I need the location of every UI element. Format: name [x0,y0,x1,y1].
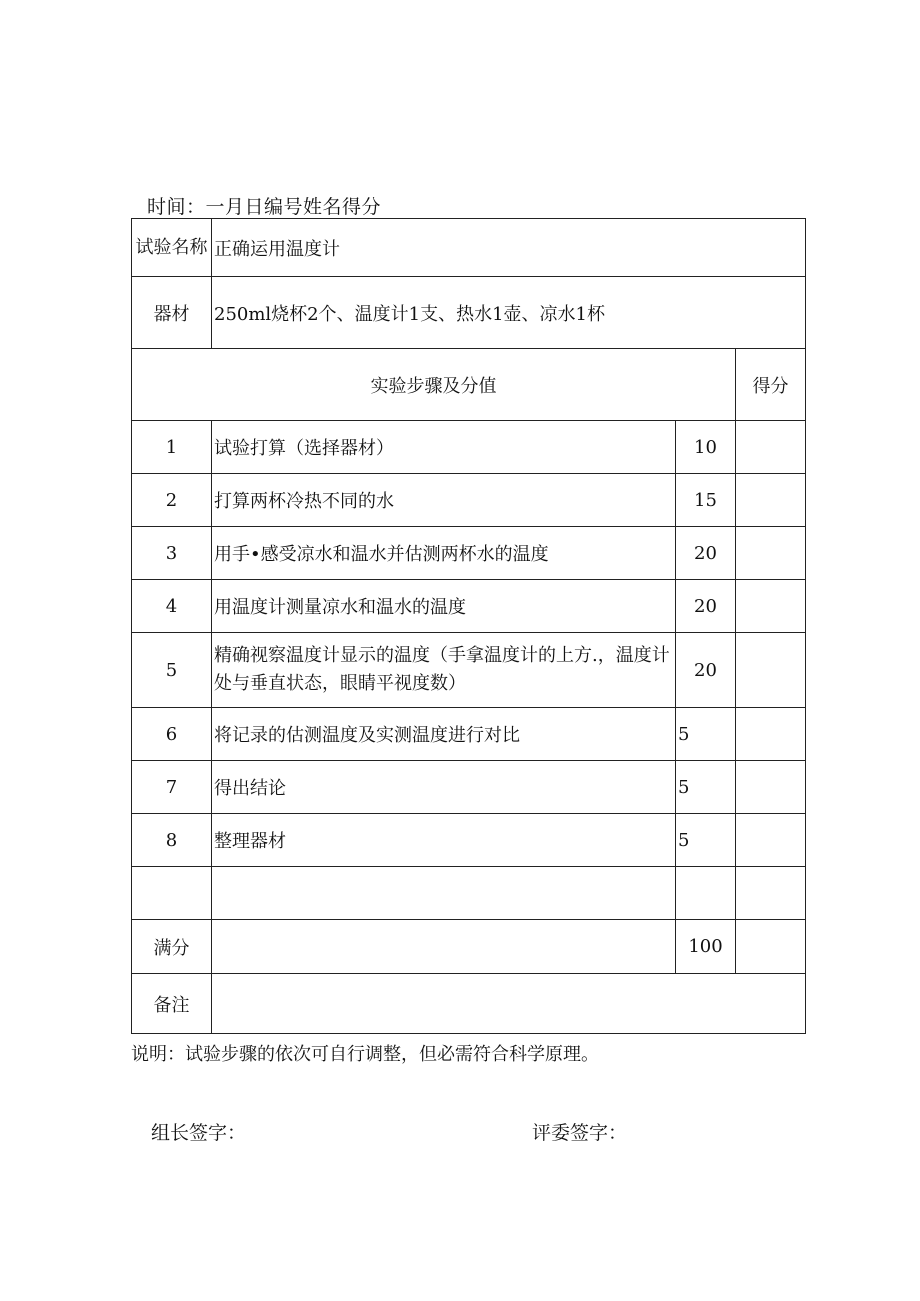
step-description: 试验打算（选择器材） [212,421,676,474]
step-number: 5 [132,633,212,708]
step-number: 3 [132,527,212,580]
step-description: 整理器材 [212,814,676,867]
total-row [132,920,806,974]
step-points: 5 [676,761,736,814]
header-info-line: 时间：一月日编号姓名得分 [147,196,382,218]
step-description: 将记录的估测温度及实测温度进行对比 [212,708,676,761]
experiment-name-row [132,219,806,277]
experiment-score-table [131,218,806,1034]
total-points: 100 [676,920,736,974]
remarks-row [132,974,806,1034]
empty-row [132,867,806,920]
remarks-value[interactable] [212,974,806,1034]
total-label: 满分 [132,920,212,974]
step-description: 用温度计测量凉水和温水的温度 [212,580,676,633]
step-points: 5 [676,814,736,867]
steps-header: 实验步骤及分值 [132,349,736,421]
experiment-name-label: 试验名称 [132,219,212,277]
equipment-row [132,277,806,349]
step-description: 打算两杯冷热不同的水 [212,474,676,527]
step-description: 精确视察温度计显示的温度（手拿温度计的上方.，温度计处与垂直状态，眼睛平视度数） [212,633,676,708]
step-description: 得出结论 [212,761,676,814]
step-score-cell[interactable] [736,761,806,814]
empty-cell [676,867,736,920]
total-empty-cell [212,920,676,974]
score-header: 得分 [736,349,806,421]
step-score-cell[interactable] [736,421,806,474]
equipment-label: 器材 [132,277,212,349]
step-points: 20 [676,527,736,580]
step-number: 1 [132,421,212,474]
table-row [132,527,806,580]
table-row [132,421,806,474]
table-row [132,708,806,761]
instruction-note: 说明：试验步骤的依次可自行调整，但必需符合科学原理。 [131,1044,599,1065]
judge-signature-label: 评委签字： [532,1122,628,1144]
table-row [132,633,806,708]
step-number: 2 [132,474,212,527]
experiment-name-value: 正确运用温度计 [212,219,806,277]
step-score-cell[interactable] [736,708,806,761]
step-points: 15 [676,474,736,527]
step-points: 10 [676,421,736,474]
total-score-cell[interactable] [736,920,806,974]
steps-header-row [132,349,806,421]
step-score-cell[interactable] [736,633,806,708]
step-score-cell[interactable] [736,814,806,867]
table-row [132,814,806,867]
leader-signature-label: 组长签字： [151,1122,247,1144]
table-row [132,474,806,527]
remarks-label: 备注 [132,974,212,1034]
step-score-cell[interactable] [736,580,806,633]
step-number: 4 [132,580,212,633]
empty-score-cell[interactable] [736,867,806,920]
step-points: 5 [676,708,736,761]
step-number: 6 [132,708,212,761]
step-score-cell[interactable] [736,527,806,580]
empty-cell [212,867,676,920]
table-row [132,761,806,814]
step-points: 20 [676,580,736,633]
step-number: 7 [132,761,212,814]
step-description: 用手•感受凉水和温水并估测两杯水的温度 [212,527,676,580]
step-number: 8 [132,814,212,867]
step-score-cell[interactable] [736,474,806,527]
table-row [132,580,806,633]
empty-cell [132,867,212,920]
step-points: 20 [676,633,736,708]
equipment-value: 250ml烧杯2个、温度计1支、热水1壶、凉水1杯 [212,277,806,349]
